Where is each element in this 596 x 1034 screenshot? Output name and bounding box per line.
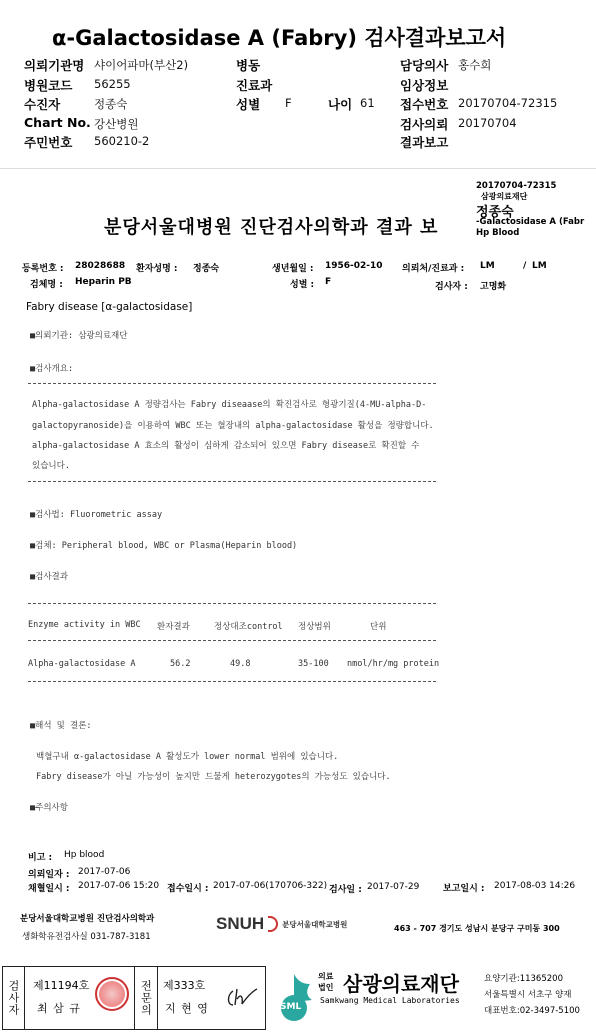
- table-cell-control: 49.8: [230, 659, 251, 669]
- name-label: 환자성명 :: [136, 264, 178, 274]
- reported-label: 보고일시 :: [443, 884, 485, 894]
- field-label: 성별: [236, 97, 261, 112]
- field-label: 진료과: [236, 78, 273, 93]
- sml-logo-icon: [272, 972, 316, 1024]
- field-label: 의뢰기관명: [24, 58, 85, 73]
- logo-subtext: 분당서울대학교병원: [282, 919, 348, 929]
- specialist-license: 제333호: [163, 979, 206, 992]
- collected-label: 채혈일시 :: [28, 884, 70, 894]
- interp-heading: ■해석 및 결론:: [30, 721, 92, 731]
- dept-value-2: LM: [532, 261, 547, 271]
- field-value: 20170704-72315: [458, 96, 558, 110]
- divider: [28, 383, 436, 384]
- report-org: 삼광의료재단: [481, 192, 528, 201]
- examiner-tag: [3, 967, 25, 1029]
- corp-tag-line1: 의료: [318, 972, 334, 981]
- field-label: 병동: [236, 58, 261, 73]
- requested-label: 의뢰일자 :: [28, 870, 70, 880]
- field-label: 접수번호: [400, 97, 449, 112]
- divider: [28, 603, 436, 604]
- divider: [28, 481, 436, 482]
- examiner-seal-icon: [95, 977, 129, 1011]
- table-cell-unit: nmol/hr/mg protein: [347, 659, 440, 669]
- corp-tag: [318, 971, 333, 993]
- tested-value: 2017-07-29: [367, 882, 420, 892]
- report-title: α-Galactosidase A (Fabry) 검사결과보고서: [52, 26, 507, 50]
- report-specimen-line: Hp Blood: [476, 228, 520, 238]
- examiner-tag-text: 검사자: [7, 980, 20, 1016]
- specialist-tag-text: 전문의: [139, 980, 153, 1016]
- method-line: ■검사법: Fluorometric assay: [30, 510, 163, 520]
- requested-value: 2017-07-06: [78, 867, 131, 877]
- test-name: Fabry disease [α-galactosidase]: [26, 301, 193, 313]
- overview-line: alpha-galactosidase A 효소의 활성이 심하게 감소되어 있으면 Fabry disease로 확진할 수: [32, 441, 420, 451]
- sml-text: SML: [280, 1002, 302, 1012]
- hospital-address: 463 - 707 경기도 성남시 분당구 구미동 300: [394, 924, 560, 933]
- field-value: F: [285, 96, 292, 110]
- table-cell-patient: 56.2: [170, 659, 191, 669]
- collected-value: 2017-07-06 15:20: [78, 881, 160, 891]
- divider: [28, 681, 436, 682]
- certification-footer: [0, 966, 596, 1034]
- report-patient-name: 정종숙: [476, 205, 514, 220]
- org-address: 서울특별시 서초구 양재: [484, 990, 572, 1000]
- specialist-signature-icon: [225, 985, 259, 1011]
- examiner-name: 최 삼 규: [37, 1002, 81, 1015]
- org-name: 삼광의료재단: [343, 972, 459, 996]
- corp-tag-line2: 법인: [318, 983, 334, 992]
- received-label: 접수일시 :: [167, 884, 209, 894]
- overview-line: galactopyranoside)을 이용하여 WBC 또는 혈장내의 alpha-galactosidase 활성을 정량합니다.: [32, 421, 434, 431]
- field-value: 홍수희: [458, 58, 492, 72]
- tested-label: 검사일 :: [329, 885, 362, 895]
- reported-value: 2017-08-03 14:26: [494, 881, 576, 891]
- field-label: 나이: [328, 97, 353, 112]
- overview-line: Alpha-galactosidase A 정량검사는 Fabry diseaase의 확진검사로 형광기질(4-MU-alpha-D-: [32, 400, 427, 410]
- scanned-lab-report: [0, 168, 596, 966]
- sex-label: 성별 :: [290, 280, 315, 290]
- field-label: 검사의뢰: [400, 117, 449, 132]
- field-label: 수진자: [24, 97, 61, 112]
- report-test-line: -Galactosidase A (Fabr: [476, 217, 585, 227]
- dept-label: 의뢰처/진료과 :: [402, 264, 465, 274]
- dept-separator: /: [523, 261, 527, 271]
- field-label: 결과보고: [400, 135, 449, 150]
- field-value: 61: [360, 96, 375, 110]
- result-heading: ■검사결과: [30, 572, 68, 582]
- field-label: 담당의사: [400, 58, 449, 73]
- reg-label: 등록번호 :: [22, 264, 64, 274]
- org-phone: 대표번호:02-3497-5100: [484, 1006, 580, 1016]
- interp-line: 백혈구내 α-galactosidase A 활성도가 lower normal 범위에 있습니다.: [36, 752, 339, 762]
- table-header-range: 정상범위: [298, 622, 331, 632]
- logo-mark-icon: [268, 916, 278, 932]
- report-cover-header: [0, 0, 596, 168]
- hospital-report-title: 분당서울대병원 진단검사의학과 결과 보: [104, 217, 439, 238]
- lab-phone: 생화학유전검사실 031-787-3181: [22, 932, 151, 942]
- overview-heading: ■검사개요:: [30, 364, 74, 374]
- signature-box: [2, 966, 266, 1030]
- specimen-value: Heparin PB: [75, 277, 132, 287]
- received-value: 2017-07-06(170706-322): [213, 881, 328, 891]
- field-label: 주민번호: [24, 135, 73, 150]
- field-label: 병원코드: [24, 78, 73, 93]
- org-english: Samkwang Medical Laboratories: [320, 996, 460, 1005]
- table-header-unit: 단위: [370, 622, 387, 632]
- field-value: 샤이어파마(부산2): [94, 58, 189, 72]
- examiner-value: 고명화: [480, 282, 507, 292]
- report-id: 20170704-72315: [476, 181, 557, 191]
- divider: [28, 640, 436, 641]
- field-label: Chart No.: [24, 115, 91, 130]
- dob-value: 1956-02-10: [325, 261, 383, 271]
- remark-value: Hp blood: [64, 850, 105, 860]
- name-value: 정종숙: [193, 264, 220, 274]
- lab-department: 분당서울대학교병원 진단검사의학과: [20, 914, 155, 924]
- dob-label: 생년월일 :: [272, 264, 314, 274]
- snuh-logo: [216, 914, 347, 934]
- table-header-patient: 환자결과: [157, 622, 190, 632]
- field-value: 정종숙: [94, 97, 128, 111]
- table-header-enzyme: Enzyme activity in WBC: [28, 620, 141, 630]
- remark-label: 비고 :: [28, 853, 53, 863]
- specialist-tag: [134, 967, 158, 1029]
- specimen-label: 검체명 :: [30, 280, 63, 290]
- reg-value: 28028688: [75, 261, 126, 271]
- examiner-label: 검사자 :: [435, 282, 468, 292]
- field-value: 560210-2: [94, 134, 150, 148]
- logo-text: SNUH: [216, 914, 265, 933]
- org-code: 요양기관:11365200: [484, 974, 563, 984]
- field-label: 임상정보: [400, 78, 449, 93]
- table-cell-range: 35-100: [298, 659, 329, 669]
- requester-line: ■의뢰기관: 삼광의료재단: [30, 331, 128, 341]
- sex-value: F: [325, 277, 332, 287]
- field-value: 강산병원: [94, 117, 139, 131]
- dept-value: LM: [480, 261, 495, 271]
- interp-line: Fabry disease가 아닐 가능성이 높지만 드물게 heterozygotes의 가능성도 있습니다.: [36, 772, 391, 782]
- specimen-line: ■검체: Peripheral blood, WBC or Plasma(Heparin blood): [30, 541, 298, 551]
- caution-heading: ■주의사항: [30, 803, 68, 813]
- table-header-control: 정상대조control: [214, 622, 283, 632]
- table-cell-enzyme: Alpha-galactosidase A: [28, 659, 136, 669]
- specialist-name: 지 현 영: [165, 1002, 209, 1015]
- examiner-license: 제11194호: [33, 979, 90, 992]
- field-value: 56255: [94, 77, 131, 91]
- overview-line: 있습니다.: [32, 461, 70, 471]
- field-value: 20170704: [458, 116, 517, 130]
